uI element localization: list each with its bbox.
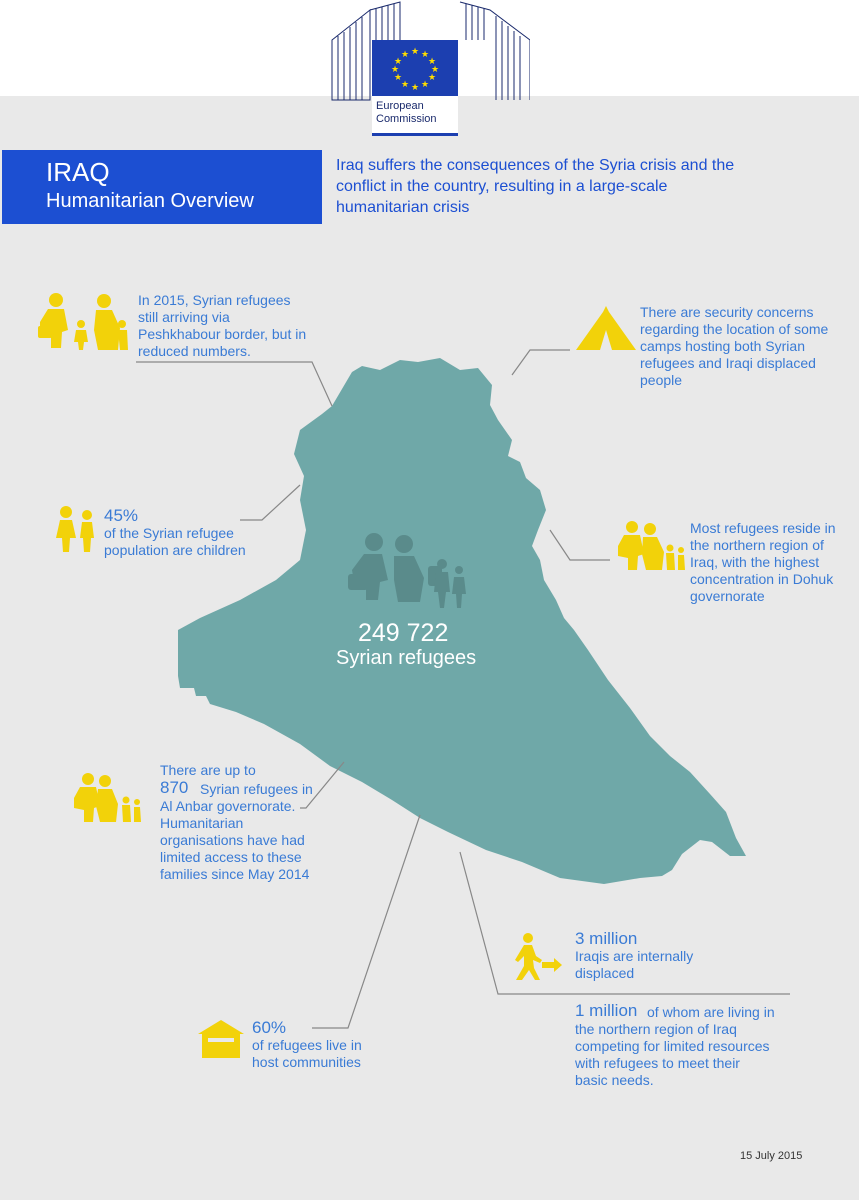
svg-text:★: ★ xyxy=(430,65,440,75)
svg-text:★: ★ xyxy=(427,73,437,83)
fact-arrivals-text: In 2015, Syrian refugees still arriving via Peshkhabour border, but in reduced numbers. xyxy=(138,292,307,359)
svg-text:★: ★ xyxy=(390,65,400,75)
svg-text:★: ★ xyxy=(420,80,430,90)
fact-north-text: Most refugees reside in the northern region of Iraq, with the highest concentration in Dohuk governorate xyxy=(690,520,836,604)
svg-text:★: ★ xyxy=(393,57,403,67)
host-text: of refugees live in host communities xyxy=(252,1037,362,1070)
page-subtitle: Humanitarian Overview xyxy=(46,190,254,212)
anbar-number: 870 xyxy=(160,778,189,797)
anbar-text: Syrian refugees in Al Anbar governorate. Humanitarian organisations have had limited access to these families since May 2014 xyxy=(160,781,313,882)
logo-line-2: Commission xyxy=(376,113,437,125)
idp-number: 3 million xyxy=(575,929,638,948)
page-title: IRAQ xyxy=(46,157,110,187)
anbar-pre-text: There are up to xyxy=(160,762,256,778)
refugee-family-icon xyxy=(34,292,132,352)
north-idp-number: 1 million xyxy=(575,1001,638,1020)
host-percent: 60% xyxy=(252,1018,287,1037)
children-percent: 45% xyxy=(104,506,139,525)
intro-text: Iraq suffers the consequences of the Syria crisis and the conflict in the country, resulting in a large-scale humanitarian crisis xyxy=(336,157,735,216)
svg-text:★: ★ xyxy=(410,83,420,93)
svg-text:★: ★ xyxy=(420,50,430,60)
svg-text:★: ★ xyxy=(400,50,410,60)
tent-icon xyxy=(576,306,636,350)
total-refugees-value: 249 722 xyxy=(358,619,449,647)
svg-text:★: ★ xyxy=(393,73,403,83)
total-refugees-label: Syrian refugees xyxy=(336,647,477,669)
refugee-family-icon xyxy=(340,530,472,610)
fact-security-text: There are security concerns regarding the location of some camps hosting both Syrian refugees and Iraqi displaced people xyxy=(640,304,829,388)
svg-text:★: ★ xyxy=(400,80,410,90)
refugee-family-icon xyxy=(72,772,144,822)
displaced-person-icon xyxy=(508,932,562,980)
svg-text:★: ★ xyxy=(410,47,420,57)
north-idp-text: of whom are living in the northern region of Iraq competing for limited resources with refugees to meet their basic needs. xyxy=(575,1004,775,1088)
refugee-family-icon xyxy=(612,520,688,572)
children-text: of the Syrian refugee population are children xyxy=(104,525,246,558)
logo-line-1: European xyxy=(376,100,424,112)
idp-text: Iraqis are internally displaced xyxy=(575,948,694,981)
children-icon xyxy=(56,506,98,552)
svg-text:★: ★ xyxy=(427,57,437,67)
publication-date: 15 July 2015 xyxy=(740,1150,803,1162)
house-icon xyxy=(198,1020,244,1058)
